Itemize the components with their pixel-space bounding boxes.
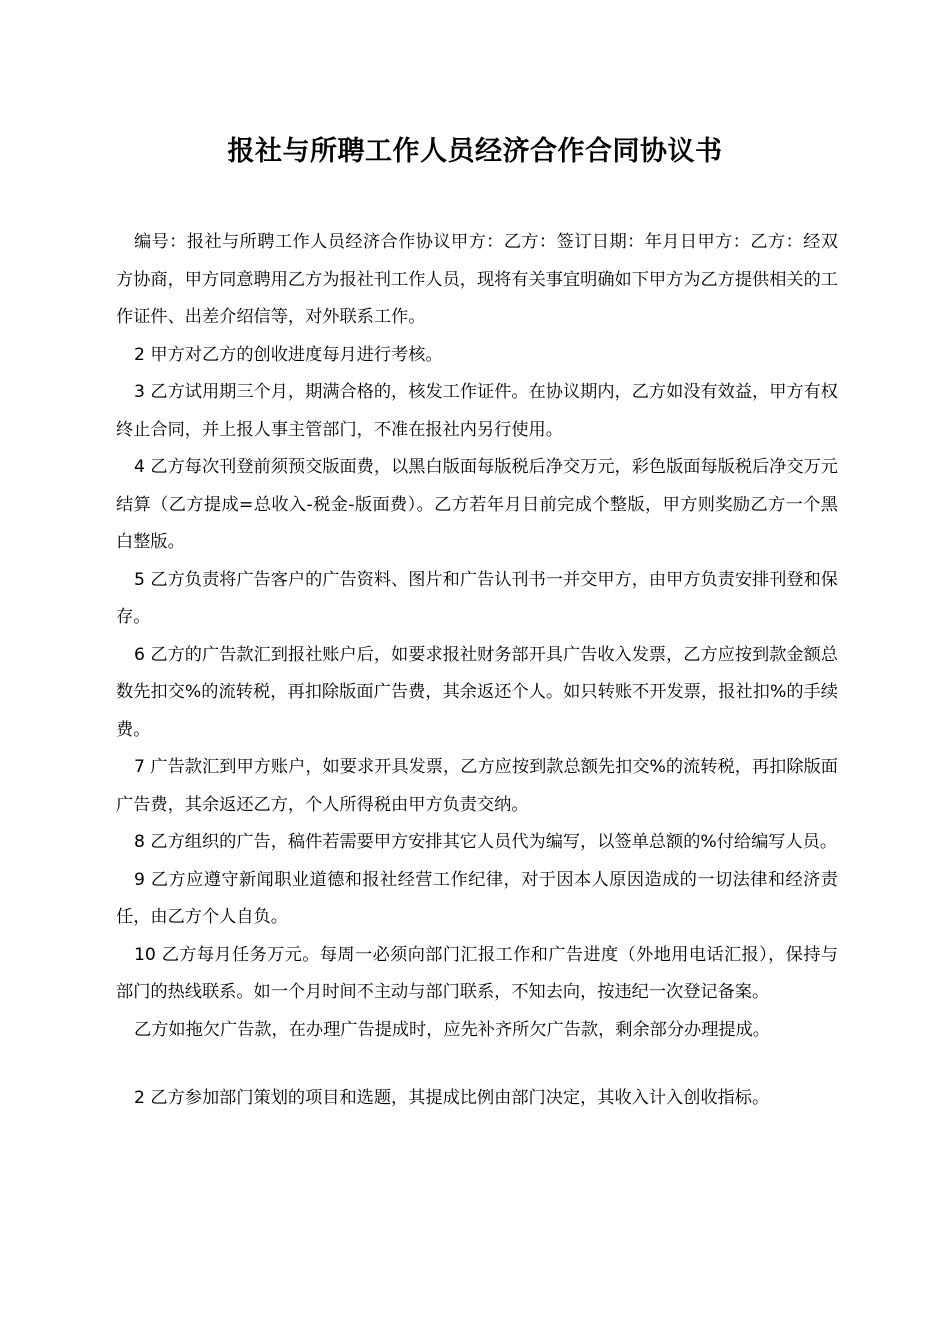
paragraph-clause-10: 10 乙方每月任务万元。每周一必须向部门汇报工作和广告进度（外地用电话汇报），保持与部门的热线联系。如一个月时间不主动与部门联系，不知去向，按违纪一次登记备案。	[116, 944, 838, 1002]
paragraph-clause-6: 6 乙方的广告款汇到报社账户后，如要求报社财务部开具广告收入发票，乙方应按到款金额总数先扣交%的流转税，再扣除版面广告费，其余返还个人。如只转账不开发票，报社扣%的手续费。	[116, 644, 838, 740]
paragraph-clause-9: 9 乙方应遵守新闻职业道德和报社经营工作纪律，对于因本人原因造成的一切法律和经济责任，由乙方个人自负。	[116, 869, 838, 927]
paragraph-planning: 2 乙方参加部门策划的项目和选题，其提成比例由部门决定，其收入计入创收指标。	[134, 1088, 770, 1108]
paragraph-clause-4: 4 乙方每次刊登前须预交版面费，以黑白版面每版税后净交万元，彩色版面每版税后净交万元结算（乙方提成=总收入-税金-版面费）。乙方若年月日前完成个整版，甲方则奖励乙方一个黑白整版。	[116, 457, 838, 552]
document-title: 报社与所聘工作人员经济合作合同协议书	[227, 136, 723, 167]
paragraph-clause-8: 8 乙方组织的广告，稿件若需要甲方安排其它人员代为编写，以签单总额的%付给编写人员。	[134, 832, 838, 852]
paragraph-clause-5: 5 乙方负责将广告客户的广告资料、图片和广告认刊书一并交甲方，由甲方负责安排刊登和保存。	[116, 569, 838, 627]
paragraph-intro: 编号：报社与所聘工作人员经济合作协议甲方：乙方：签订日期：年月日甲方：乙方：经双方协商，甲方同意聘用乙方为报社刊工作人员，现将有关事宜明确如下甲方为乙方提供相关的工作证件、出差介绍信等，对外联系工作。	[116, 232, 838, 327]
paragraph-clause-3: 3 乙方试用期三个月，期满合格的，核发工作证件。在协议期内，乙方如没有效益，甲方有权终止合同，并上报人事主管部门，不准在报社内另行使用。	[116, 382, 838, 440]
paragraph-arrears: 乙方如拖欠广告款，在办理广告提成时，应先补齐所欠广告款，剩余部分办理提成。	[134, 1019, 770, 1040]
document-body	[116, 224, 838, 1118]
paragraph-clause-7: 7 广告款汇到甲方账户，如要求开具发票，乙方应按到款总额先扣交%的流转税，再扣除版面广告费，其余返还乙方，个人所得税由甲方负责交纳。	[116, 757, 838, 815]
paragraph-clause-2: 2 甲方对乙方的创收进度每月进行考核。	[134, 344, 443, 365]
